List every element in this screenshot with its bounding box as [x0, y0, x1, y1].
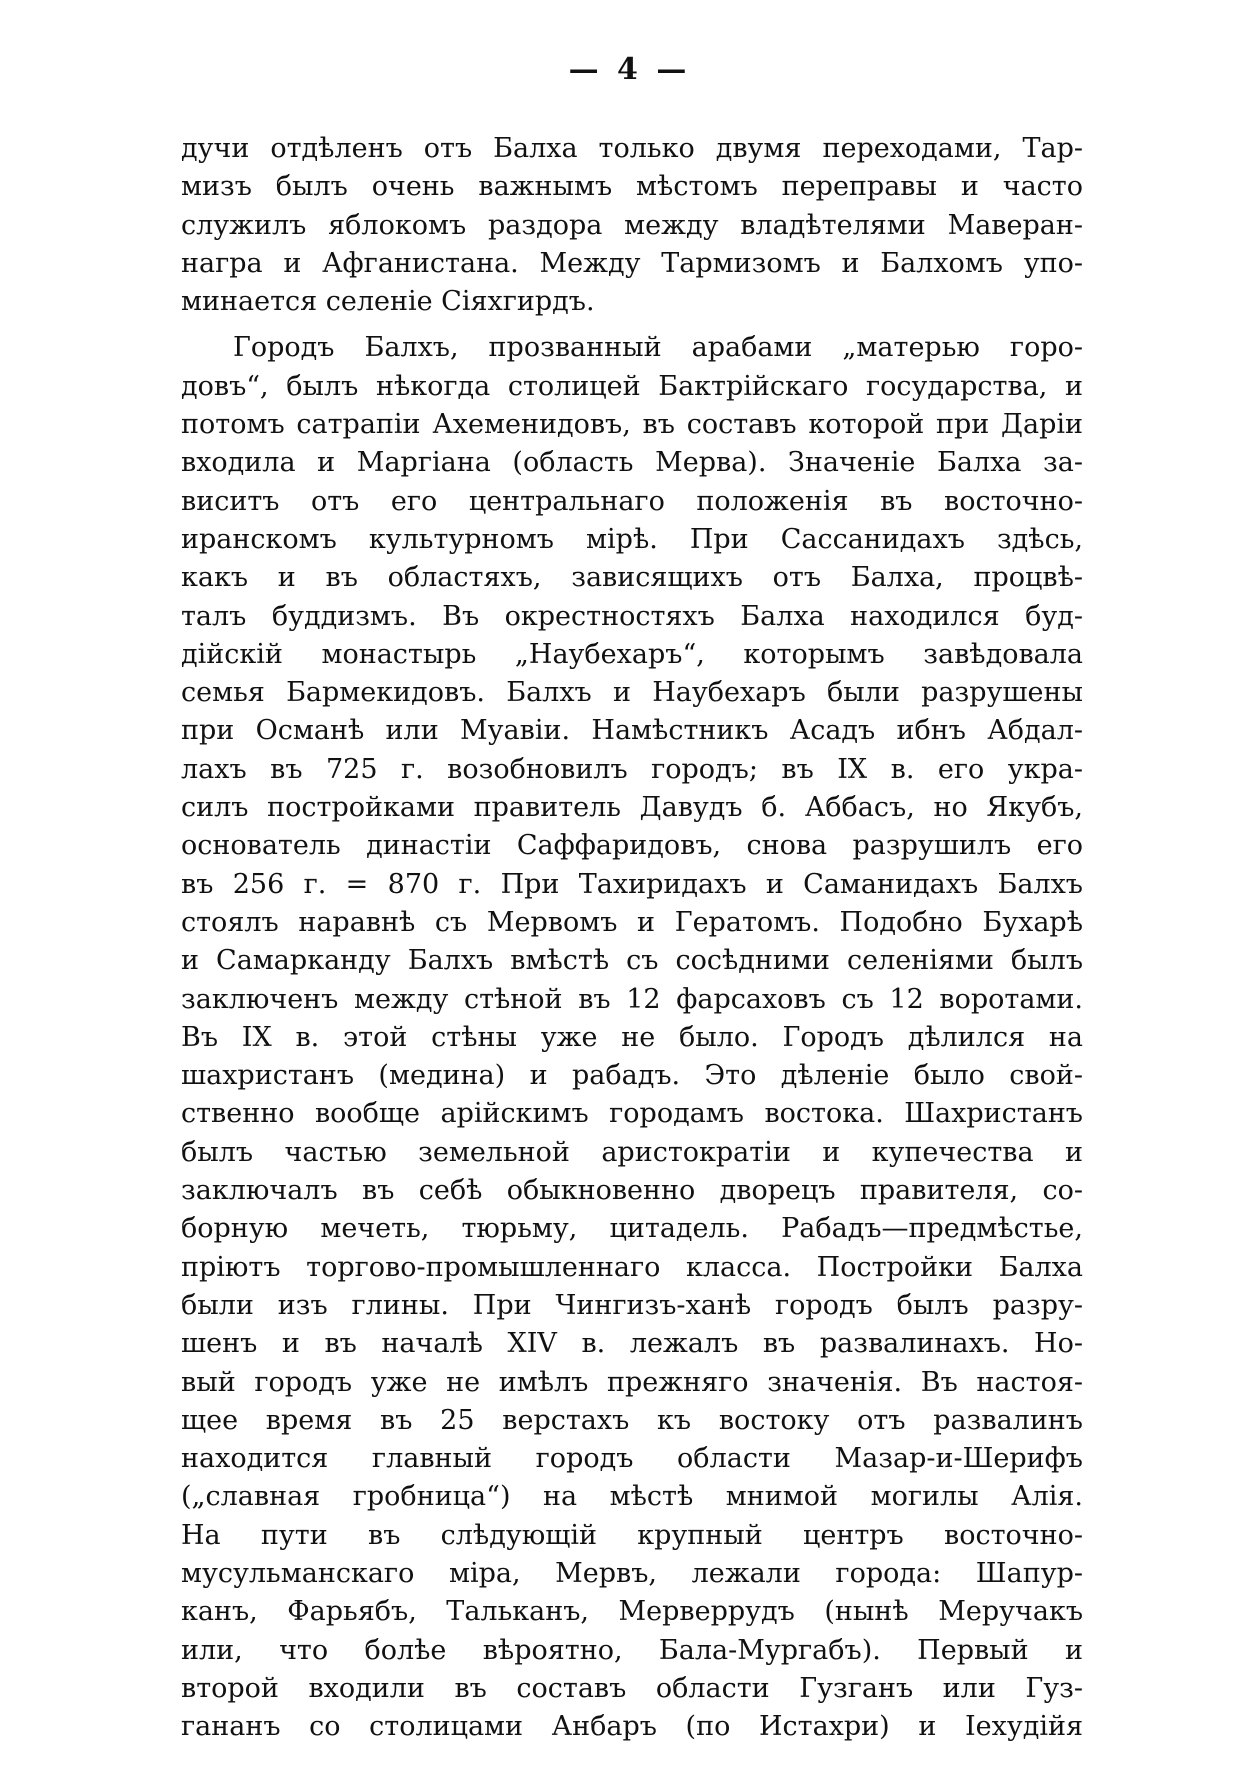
text-line: заключенъ между стѣной въ 12 фарсаховъ съ 12 воротами. [181, 983, 1083, 1015]
text-line: или, что болѣе вѣроятно, Бала-Мургабъ). Первый и [181, 1634, 1083, 1666]
text-line: силъ постройками правитель Давудъ б. Аббасъ, но Якубъ, [181, 792, 1083, 824]
text-line: и Самарканду Балхъ вмѣстѣ съ сосѣдними селеніями былъ [181, 945, 1083, 977]
text-line: щее время въ 25 верстахъ къ востоку отъ развалинъ [181, 1404, 1083, 1436]
text-line: гананъ со столицами Анбаръ (по Истахри) и Іехудійя [181, 1711, 1083, 1743]
text-line: На пути въ слѣдующій крупный центръ восточно- [181, 1519, 1083, 1551]
text-line: семья Бармекидовъ. Балхъ и Наубехаръ были разрушены [181, 677, 1083, 709]
text-line: потомъ сатрапіи Ахеменидовъ, въ составъ которой при Даріи [181, 409, 1083, 441]
text-line: дійскій монастырь „Наубехаръ“, которымъ завѣдовала [181, 638, 1083, 670]
text-line: ственно вообще арійскимъ городамъ востока. Шахристанъ [181, 1098, 1083, 1130]
text-line: заключалъ въ себѣ обыкновенно дворецъ правителя, со- [181, 1175, 1083, 1207]
text-line: минается селеніе Сіяхгирдъ. [181, 286, 595, 318]
text-line: находится главный городъ области Мазар-и-Шерифъ [181, 1443, 1083, 1475]
text-line: мизъ былъ очень важнымъ мѣстомъ переправы и часто [181, 171, 1083, 203]
text-line: стоялъ наравнѣ съ Мервомъ и Гератомъ. Подобно Бухарѣ [181, 906, 1083, 938]
text-line: дучи отдѣленъ отъ Балха только двумя переходами, Тар- [181, 133, 1083, 164]
text-line: виситъ отъ его центральнаго положенія въ восточно- [181, 485, 1083, 517]
text-line: лахъ въ 725 г. возобновилъ городъ; въ IX в. его укра- [181, 753, 1083, 785]
text-line: былъ частью земельной аристократіи и купечества и [181, 1136, 1083, 1168]
text-line: иранскомъ культурномъ мірѣ. При Сассанидахъ здѣсь, [181, 523, 1083, 555]
text-line: („славная гробница“) на мѣстѣ мнимой могилы Алія. [181, 1481, 1083, 1513]
body-text [181, 130, 1083, 1746]
text-line: въ 256 г. = 870 г. При Тахиридахъ и Саманидахъ Балхъ [181, 868, 1083, 900]
text-line: вый городъ уже не имѣлъ прежняго значенія. Въ настоя- [181, 1366, 1083, 1398]
text-line: награ и Афганистана. Между Тармизомъ и Балхомъ упо- [181, 247, 1083, 279]
text-line: были изъ глины. При Чингизъ-ханѣ городъ былъ разру- [181, 1289, 1083, 1321]
text-line: борную мечеть, тюрьму, цитадель. Рабадъ—предмѣстье, [181, 1213, 1083, 1245]
text-line: какъ и въ областяхъ, зависящихъ отъ Балха, процвѣ- [181, 562, 1083, 594]
text-line: Въ IX в. этой стѣны уже не было. Городъ дѣлился на [181, 1021, 1083, 1053]
text-line: довъ“, былъ нѣкогда столицей Бактрійскаго государства, и [181, 370, 1083, 402]
text-line: шенъ и въ началѣ XIV в. лежалъ въ развалинахъ. Но- [181, 1328, 1083, 1360]
text-line: шахристанъ (медина) и рабадъ. Это дѣленіе было свой- [181, 1060, 1083, 1092]
text-line: мусульманскаго міра, Мервъ, лежали города: Шапур- [181, 1557, 1083, 1589]
text-line: входила и Маргіана (область Мерва). Значеніе Балха за- [181, 447, 1083, 479]
text-line: талъ буддизмъ. Въ окрестностяхъ Балха находился буд- [181, 600, 1083, 632]
text-line: при Османѣ или Муавіи. Намѣстникъ Асадъ ибнъ Абдал- [181, 715, 1083, 747]
text-line: второй входили въ составъ области Гузганъ или Гуз- [181, 1672, 1083, 1704]
text-line: Городъ Балхъ, прозванный арабами „матерью горо- [233, 332, 1083, 364]
text-line: канъ, Фарьябъ, Тальканъ, Мерверрудъ (нынѣ Меручакъ [181, 1596, 1083, 1628]
text-line: служилъ яблокомъ раздора между владѣтелями Маверан- [181, 209, 1083, 241]
page-number: — 4 — [568, 52, 691, 87]
text-line: пріютъ торгово-промышленнаго класса. Постройки Балха [181, 1251, 1083, 1283]
text-line: основатель династіи Саффаридовъ, снова разрушилъ его [181, 830, 1083, 862]
paragraph-2 [181, 329, 1083, 1746]
paragraph-1 [181, 130, 1083, 321]
